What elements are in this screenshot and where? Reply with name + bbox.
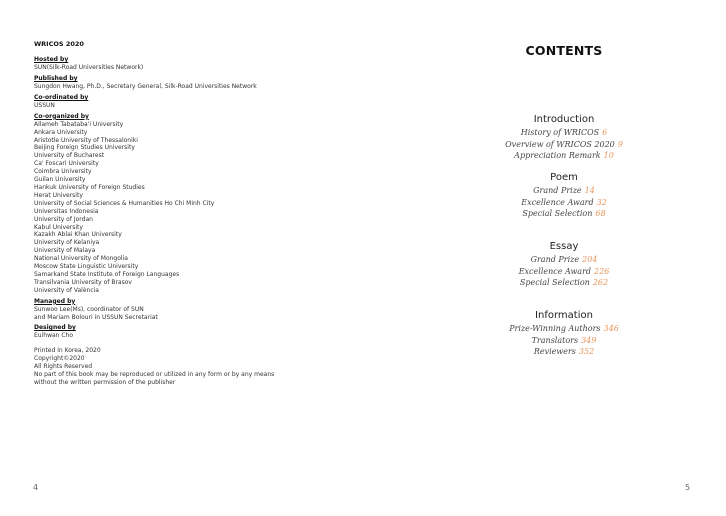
toc-entry[interactable]: [468, 127, 660, 139]
book-title: WRICOS 2020: [34, 40, 84, 48]
credit-line: National University of Mongolia: [34, 255, 128, 263]
toc-entry-label: Overview of WRICOS 2020: [505, 139, 615, 149]
toc-entry-label: Special Selection: [522, 209, 593, 218]
credit-group: [34, 298, 354, 322]
contents-title: CONTENTS: [525, 43, 603, 58]
credit-line: Beijing Foreign Studies University: [34, 144, 135, 152]
toc-section: [468, 171, 660, 220]
credit-group: [34, 113, 354, 295]
toc-entry-label: Reviewers: [533, 347, 576, 356]
credit-heading: Co-organized by: [34, 112, 89, 120]
toc-entry-label: Special Selection: [519, 278, 590, 287]
toc-entry-label: Grand Prize: [533, 186, 582, 195]
copyright-line: All Rights Reserved: [34, 363, 93, 371]
toc-entry-page: 10: [603, 151, 614, 160]
credit-line: USSUN: [34, 101, 55, 109]
credit-line: Coimbra University: [34, 168, 92, 176]
toc-entry[interactable]: [468, 197, 660, 209]
credit-line: Ca' Foscari University: [34, 160, 99, 168]
credit-line: University of València: [34, 286, 99, 294]
credit-line: Kabul University: [34, 223, 83, 231]
credit-line: University of Kelaniya: [34, 239, 100, 247]
toc-entry[interactable]: [468, 323, 660, 335]
copyright-line: Printed in Korea, 2020: [34, 347, 101, 355]
credit-line: Hankuk University of Foreign Studies: [34, 183, 145, 191]
credit-line: Aristotle University of Thessaloniki: [34, 136, 138, 144]
toc-section-title: Essay: [549, 241, 579, 252]
toc-section-title: Introduction: [533, 114, 595, 125]
toc-entry-page: 32: [596, 197, 607, 207]
copyright-line: Copyright©2020: [34, 355, 85, 363]
toc-entry-page: 6: [602, 128, 608, 137]
toc-entry-label: Appreciation Remark: [514, 151, 601, 160]
credit-line: Universitas Indonesia: [34, 207, 99, 215]
toc-section: [468, 240, 660, 289]
toc-entry[interactable]: [468, 335, 660, 347]
credit-heading: Co-ordinated by: [34, 93, 89, 101]
toc-entry[interactable]: [468, 208, 660, 220]
toc-entry[interactable]: [468, 346, 660, 358]
credit-group: [34, 75, 354, 91]
credit-line: Guilan University: [34, 176, 86, 184]
credit-line: Allameh Tabataba'i University: [34, 120, 124, 128]
copyright-block: [34, 347, 354, 387]
credit-group: [34, 56, 354, 72]
credit-line: Transilvania University of Brasov: [34, 278, 132, 286]
copyright-line: No part of this book may be reproduced or utilized in any form or by any means: [34, 371, 275, 379]
credit-groups: [34, 56, 354, 340]
toc-entry[interactable]: [468, 277, 660, 289]
credit-line: Herat University: [34, 191, 83, 199]
toc-entry-page: 349: [581, 335, 597, 345]
toc-section-title: Information: [535, 310, 593, 321]
credit-line: University of Social Sciences & Humanities Ho Chi Minh City: [34, 199, 215, 207]
copyright-line: without the written permission of the publisher: [34, 379, 176, 386]
toc-entry[interactable]: [468, 150, 660, 162]
toc-entry-page: 14: [584, 186, 595, 195]
toc-entry-label: History of WRICOS: [520, 128, 600, 137]
credit-heading: Published by: [34, 74, 78, 82]
credit-line: Sunwoo Lee(Ms), coordinator of SUN: [34, 305, 144, 313]
toc-entry-label: Prize-Winning Authors: [509, 324, 601, 333]
credit-line: Samarkand State Institute of Foreign Languages: [34, 270, 180, 278]
toc-entry-page: 352: [578, 347, 595, 356]
toc-entry[interactable]: [468, 254, 660, 266]
credit-heading: Designed by: [34, 324, 76, 332]
credit-line: University of Malaya: [34, 247, 96, 255]
credit-line: Kazakh Ablai Khan University: [34, 231, 122, 239]
toc-entry-label: Excellence Award: [521, 197, 594, 207]
toc-entry-page: 262: [592, 278, 609, 287]
credit-line: Ankara University: [34, 128, 88, 136]
toc-entry[interactable]: [468, 266, 660, 278]
toc-entry[interactable]: [468, 139, 660, 151]
toc-entry-label: Excellence Award: [518, 266, 592, 276]
toc-section: [468, 309, 660, 358]
credits-page: [34, 40, 354, 387]
toc-entry-page: 68: [595, 209, 606, 218]
credit-line: SUN(Silk-Road Universities Network): [34, 64, 144, 71]
toc-entry-label: Grand Prize: [530, 255, 580, 264]
credit-line: Sungdon Hwang, Ph.D., Secretary General, Silk-Road Universities Network: [34, 82, 257, 90]
toc-section-title: Poem: [550, 172, 578, 183]
credit-line: and Mariam Bolouri in USSUN Secretariat: [34, 313, 158, 321]
toc-entry-page: 9: [617, 139, 623, 149]
toc-entry-label: Translators: [531, 335, 579, 345]
credit-line: Moscow State Linguistic University: [34, 263, 139, 271]
credit-line: University of Jordan: [34, 215, 93, 223]
page-number-right: 5: [685, 483, 691, 492]
credit-heading: Managed by: [34, 297, 76, 305]
page-number-left: 4: [33, 483, 39, 492]
toc-entry-page: 346: [603, 324, 619, 333]
credit-heading: Hosted by: [34, 56, 69, 63]
credit-group: [34, 94, 354, 110]
toc-entry[interactable]: [468, 185, 660, 197]
credit-line: Euihwan Cho: [34, 332, 74, 340]
toc-entry-page: 204: [582, 255, 598, 264]
credit-group: [34, 324, 354, 340]
toc-entry-page: 226: [594, 266, 610, 276]
credit-line: University of Bucharest: [34, 152, 105, 160]
toc-section: [468, 113, 660, 162]
